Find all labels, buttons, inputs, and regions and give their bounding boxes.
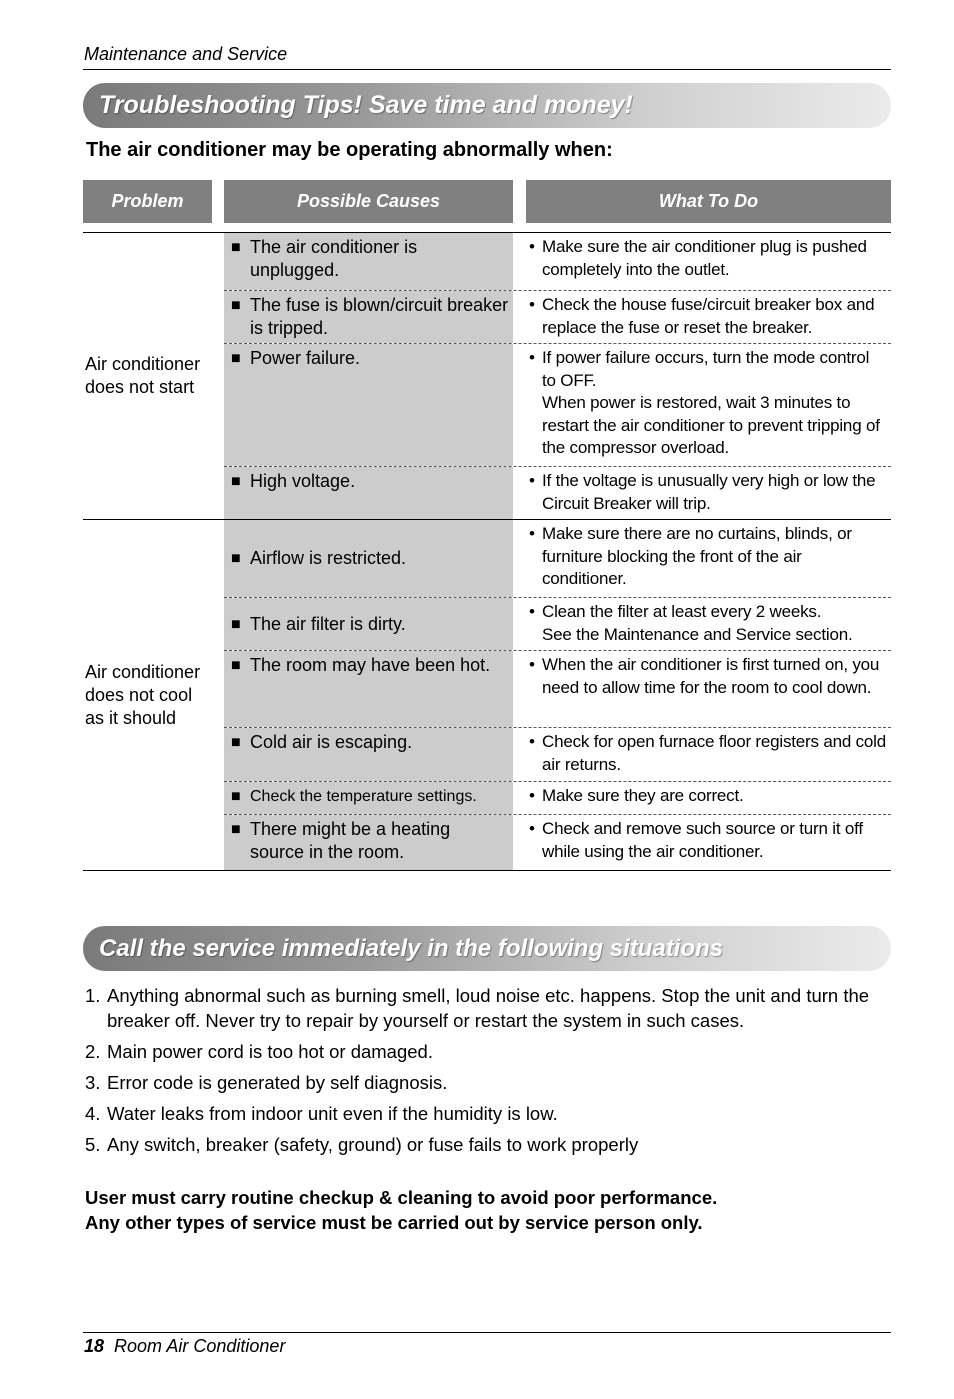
troubleshooting-banner-title: Troubleshooting Tips! Save time and money! [99, 91, 633, 119]
table-row [224, 727, 891, 781]
table-row [224, 597, 891, 650]
table-row [224, 233, 891, 290]
bullet-icon: • [529, 471, 535, 490]
bottom-rule [83, 1332, 891, 1333]
todo-cell: • Make sure there are no curtains, blinds, or furniture blocking the front of the air conditioner. [513, 520, 891, 597]
bullet-icon: • [529, 524, 535, 543]
bullet-icon: • [529, 732, 535, 751]
footer-title: Room Air Conditioner [114, 1336, 286, 1356]
table-row [224, 814, 891, 870]
page-footer [84, 1336, 285, 1357]
square-bullet-icon: ■ [231, 657, 241, 674]
todo-cell: • Make sure they are correct. [513, 782, 891, 814]
bullet-icon: • [529, 819, 535, 838]
page-number: 18 [84, 1336, 105, 1356]
square-bullet-icon: ■ [231, 239, 241, 256]
todo-cell: • If the voltage is unusually very high or low the Circuit Breaker will trip. [513, 467, 891, 519]
cause-cell: ■ The air conditioner is unplugged. [224, 233, 513, 290]
service-banner-title: Call the service immediately in the following situations [99, 934, 724, 962]
table-row [224, 290, 891, 343]
table-row [224, 650, 891, 727]
square-bullet-icon: ■ [231, 350, 241, 367]
list-item: 3. Error code is generated by self diagnosis. [85, 1072, 448, 1093]
table-row [224, 520, 891, 597]
bullet-icon: • [529, 348, 535, 367]
list-item: 2. Main power cord is too hot or damaged. [85, 1041, 433, 1062]
square-bullet-icon: ■ [231, 788, 241, 805]
todo-cell: • When the air conditioner is first turned on, you need to allow time for the room to cool down. [513, 651, 891, 727]
todo-cell: • Clean the filter at least every 2 weeks. See the Maintenance and Service section. [513, 598, 891, 650]
square-bullet-icon: ■ [231, 821, 241, 838]
table-row [224, 781, 891, 814]
service-banner [83, 926, 891, 971]
square-bullet-icon: ■ [231, 473, 241, 490]
square-bullet-icon: ■ [231, 297, 241, 314]
todo-cell: • Check for open furnace floor registers and cold air returns. [513, 728, 891, 781]
cause-cell: ■ Check the temperature settings. [224, 782, 513, 814]
todo-cell: • Check the house fuse/circuit breaker box and replace the fuse or reset the breaker. [513, 291, 891, 343]
list-item: 4. Water leaks from indoor unit even if the humidity is low. [85, 1103, 558, 1124]
square-bullet-icon: ■ [231, 734, 241, 751]
cause-cell: ■ There might be a heating source in the room. [224, 815, 513, 870]
header-possible-causes: Possible Causes [224, 180, 513, 223]
square-bullet-icon: ■ [231, 550, 241, 567]
problem-group [83, 232, 891, 519]
list-item: 5. Any switch, breaker (safety, ground) or fuse fails to work properly [85, 1134, 639, 1155]
cause-cell: ■ The room may have been hot. [224, 651, 513, 727]
todo-cell: • Make sure the air conditioner plug is pushed completely into the outlet. [513, 233, 891, 290]
problem-cell: Air conditioner does not start [85, 354, 201, 397]
table-row [224, 343, 891, 466]
square-bullet-icon: ■ [231, 615, 241, 633]
cause-cell: ■ Airflow is restricted. [224, 520, 513, 597]
cause-cell: ■ High voltage. [224, 467, 513, 519]
header-what-to-do: What To Do [526, 180, 891, 223]
bullet-icon: • [529, 655, 535, 674]
problem-group [83, 519, 891, 871]
list-item: 1. Anything abnormal such as burning smell, loud noise etc. happens. Stop the unit and turn the breaker off. Never try to repair by yourself or restart the system in such cases. [85, 985, 870, 1031]
bullet-icon: • [529, 786, 535, 805]
bullet-icon: • [529, 295, 535, 314]
top-rule [83, 69, 891, 70]
bullet-icon: • [529, 237, 535, 256]
todo-cell: • If power failure occurs, turn the mode control to OFF. When power is restored, wait 3 minutes to restart the air conditioner to prevent tripping of the compressor overload. [513, 344, 891, 466]
service-note: User must carry routine checkup & cleaning to avoid poor performance. Any other types of service must be carried out by service person only. [85, 1187, 718, 1233]
section-label: Maintenance and Service [84, 44, 288, 64]
table-subtitle: The air conditioner may be operating abnormally when: [86, 139, 613, 161]
header-problem: Problem [83, 180, 212, 223]
cause-cell: ■ Cold air is escaping. [224, 728, 513, 781]
service-list [85, 983, 885, 1163]
troubleshooting-table [83, 232, 891, 871]
table-row [224, 466, 891, 519]
cause-cell: ■ The air filter is dirty. [224, 598, 513, 650]
bullet-icon: • [529, 602, 535, 621]
cause-cell: ■ Power failure. [224, 344, 513, 466]
problem-cell: Air conditioner does not cool as it should [85, 661, 201, 728]
todo-cell: • Check and remove such source or turn it off while using the air conditioner. [513, 815, 891, 870]
cause-cell: ■ The fuse is blown/circuit breaker is tripped. [224, 291, 513, 343]
troubleshooting-banner [83, 83, 891, 128]
